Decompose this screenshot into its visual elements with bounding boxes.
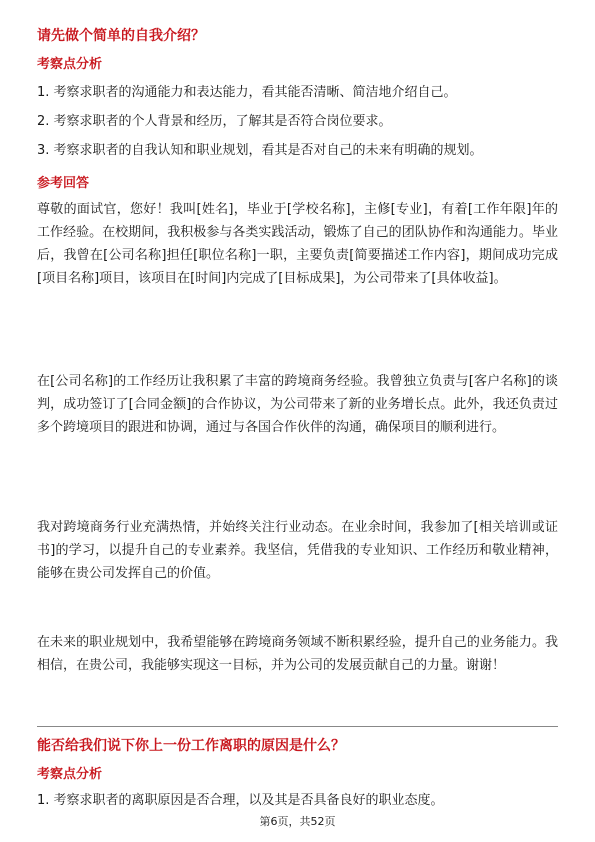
analysis-heading: 考察点分析 <box>37 767 103 782</box>
answer-heading: 参考回答 <box>37 176 90 191</box>
section-divider <box>37 726 558 727</box>
page-number: 第6页，共52页 <box>259 815 336 828</box>
question-title: 请先做个简单的自我介绍？ <box>37 28 205 44</box>
analysis-item: 1. 考察求职者的离职原因是否合理，以及其是否具备良好的职业态度。 <box>37 793 444 808</box>
answer-paragraph: 我对跨境商务行业充满热情，并始终关注行业动态。在业余时间，我参加了[相关培训或证书]的学习，以提升自己的专业素养。我坚信，凭借我的专业知识、工作经历和敬业精神，能够在贵公司发挥自己的价值。 <box>37 520 558 581</box>
answer-paragraph: 在未来的职业规划中，我希望能够在跨境商务领域不断积累经验，提升自己的业务能力。我相信，在贵公司，我能够实现这一目标，并为公司的发展贡献自己的力量。谢谢！ <box>37 635 558 673</box>
analysis-item: 2. 考察求职者的个人背景和经历，了解其是否符合岗位要求。 <box>37 114 392 129</box>
analysis-heading: 考察点分析 <box>37 57 103 72</box>
answer-paragraph: 在[公司名称]的工作经历让我积累了丰富的跨境商务经验。我曾独立负责与[客户名称]的谈判，成功签订了[合同金额]的合作协议，为公司带来了新的业务增长点。此外，我还负责过多个跨境项目的跟进和协调，通过与各国合作伙伴的沟通，确保项目的顺利进行。 <box>37 374 558 435</box>
analysis-item: 1. 考察求职者的沟通能力和表达能力，看其能否清晰、简洁地介绍自己。 <box>37 85 457 100</box>
question-title: 能否给我们说下你上一份工作离职的原因是什么？ <box>37 738 345 754</box>
answer-paragraph: 尊敬的面试官，您好！我叫[姓名]，毕业于[学校名称]，主修[专业]，有着[工作年限]年的工作经验。在校期间，我积极参与各类实践活动，锻炼了自己的团队协作和沟通能力。毕业后，我曾在[公司名称]担任[职位名称]一职，主要负责[简要描述工作内容]，期间成功完成[项目名称]项目，该项目在[时间]内完成了[目标成果]，为公司带来了[具体收益]。 <box>37 202 558 286</box>
analysis-item: 3. 考察求职者的自我认知和职业规划，看其是否对自己的未来有明确的规划。 <box>37 143 483 158</box>
